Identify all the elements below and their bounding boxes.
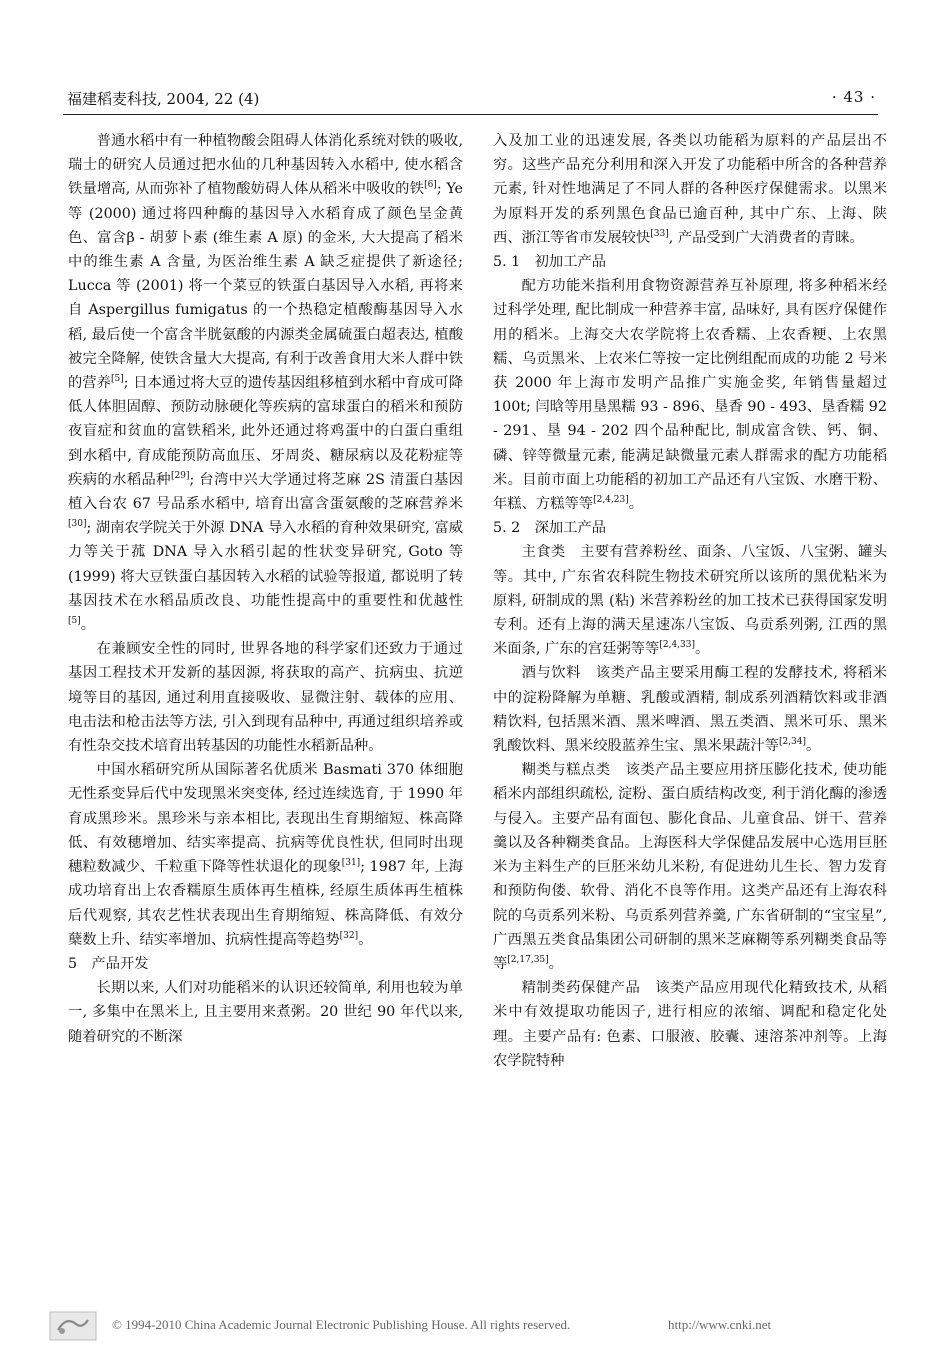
page-number: · 43 · [831,88,876,106]
paragraph: 糊类与糕点类 该类产品主要应用挤压膨化技术, 使功能稻米内部组织疏松, 淀粉、蛋白质结构改变, 利于消化酶的渗透与侵入。主要产品有面包、膨化食品、儿童食品、饼干、营养羹以及各种糊类食品。上海医科大学保健品发展中心选用巨胚米为主料生产的巨胚米幼儿米粉, 有促进幼儿生长、智力发育和预防佝偻、软骨、消化不良等作用。这类产品还有上海农科院的乌贡系列米粉、乌贡系列营养羹, 广东省研制的“宝宝星”, 广西黑五类食品集团公司研制的黑米芝麻糊等系列糊类食品等等[2,17,35]。 [493,762,887,972]
copyright-notice: © 1994-2010 China Academic Journal Electronic Publishing House. All rights reserved. [112,1317,571,1332]
citation: [2,17,35] [507,955,549,966]
running-header [63,88,878,115]
paragraph: 中国水稻研究所从国际著名优质米 Basmati 370 体细胞无性系变异后代中发现黑米突变体, 经过连续选育, 于 1990 年育成黑珍米。黑珍米与亲本相比, 表现出生育期缩短、株高降低、有效穗增加、结实率提高、抗病等优良性状, 但同时出现穗粒数减少、千粒重下降等性状退化的现象[31]; 1987 年, 上海成功培育出上农香糯原生质体再生植株, 经原生质体再生植株后代观察, 其农艺性状表现出生育期缩短、株高降低、有效分蘖数上升、结实率增加、抗病性提高等趋势[32]。 [68,762,463,948]
citation: [2,34] [778,737,806,748]
paragraph: 主食类 主要有营养粉丝、面条、八宝饭、八宝粥、罐头等。其中, 广东省农科院生物技术研究所以该所的黑优粘米为原料, 研制成的黑 (粘) 米营养粉丝的加工技术已获得国家发明专利。还有上海的满天星速冻八宝饭、乌贡系列粥, 江西的黑米面条, 广东的宫廷粥等等[2,4,33]。 [493,544,887,658]
left-column [68,129,463,1049]
journal-citation: 福建稻麦科技, 2004, 22 (4) [67,90,260,108]
paragraph: 入及加工业的迅速发展, 各类以功能稻为原料的产品层出不穷。这些产品充分利用和深入开发了功能稻中所含的各种营养元素, 针对性地满足了不同人群的各种医疗保健需求。以黑米为原料开发的系列黑色食品已逾百种, 其中广东、上海、陕西、浙江等省市发展较快[33], 产品受到广大消费者的青睐。 [493,133,887,246]
subsection-heading: 5. 2 深加工产品 [493,520,607,537]
paragraph: 普通水稻中有一种植物酸会阻碍人体消化系统对铁的吸收, 瑞士的研究人员通过把水仙的几种基因转入水稻中, 使水稻含铁量增高, 从而弥补了植物酸妨碍人体从稻米中吸收的铁[6]; Ye 等 (2000) 通过将四种酶的基因导入水稻育成了颜色呈金黄色、富含β - 胡萝卜素 (维生素 A 原) 的金米, 大大提高了稻米中的维生素 A 含量, 为医治维生素 A 缺乏症提供了新途径; Lucca 等 (2001) 将一个菜豆的铁蛋白基因导入水稻, 再将来自 Aspergillus fumigatus 的一个热稳定植酸酶基因导入水稻, 最后使一个富含半胱氨酸的内源类金属硫蛋白超表达, 植酸被完全降解, 使铁含量大大提高, 有利于改善食用大米人群中铁的营养[5]; 日本通过将大豆的遗传基因组移植到水稻中育成可降低人体胆固醇、预防动脉硬化等疾病的富球蛋白的稻米和预防夜盲症和贫血的富铁稻米, 此外还通过将鸡蛋中的白蛋白重组到水稻中, 育成能预防高血压、牙周炎、糖尿病以及花粉症等疾病的水稻品种[29]; 台湾中兴大学通过将芝麻 2S 清蛋白基因植入台农 67 号品系水稻中, 培育出富含蛋氨酸的芝麻营养米[30]; 湖南农学院关于外源 DNA 导入水稻的育种效果研究, 富威力等关于菰 DNA 导入水稻引起的性状变异研究, Goto 等 (1999) 将大豆铁蛋白基因转入水稻的试验等报道, 都说明了转基因技术在水稻品质改良、功能性提高中的重要性和优越性[5]。 [68,133,464,634]
paragraph: 在兼顾安全性的同时, 世界各地的科学家们还致力于通过基因工程技术开发新的基因源, 将获取的高产、抗病虫、抗逆境等目的基因, 通过利用直接吸收、显微注射、载体的应用、电击法和枪击法等方法, 引入到现有品种中, 再通过组织培养或有性杂交技术培育出转基因的功能性水稻新品种。 [68,641,463,755]
paragraph: 酒与饮料 该类产品主要采用酶工程的发酵技术, 将稻米中的淀粉降解为单糖、乳酸或酒精, 制成系列酒精饮料或非酒精饮料, 包括黑米酒、黑米啤酒、黑五类酒、黑米可乐、黑米乳酸饮料、黑米绞股蓝养生宝、黑米果蔬汁等[2,34]。 [493,665,887,755]
citation: [2,4,33] [659,640,696,651]
website-link[interactable]: http://www.cnki.net [668,1317,772,1332]
subsection-heading: 5. 1 初加工产品 [493,254,607,271]
publisher-logo-icon [48,1310,98,1342]
citation: [31] [341,858,361,869]
citation: [2,4,23] [593,495,629,506]
right-column [493,129,887,1073]
citation: [5] [68,616,81,627]
page-footer [0,1314,950,1344]
citation: [29] [170,471,190,482]
section-heading: 5 产品开发 [68,955,149,972]
citation: [6] [424,180,437,191]
paragraph: 配方功能米指利用食物资源营养互补原理, 将多种稻米经过科学处理, 配比制成一种营养丰富, 品味好, 具有医疗保健作用的稻米。上海交大农学院将上农香糯、上农香粳、上农黑糯、乌贡黑米、上农米仁等按一定比例组配而成的功能 2 号米获 2000 年上海市发明产品推广实施金奖, 年销售量超过 100t; 闫晗等用垦黑糯 93 - 896、垦香 90 - 493、垦香糯 92 - 291、垦 94 - 202 四个品种配比, 制成富含铁、钙、铜、磷、锌等微量元素, 能满足缺微量元素人群需求的配方功能稻米。目前市面上功能稻的初加工产品还有八宝饭、水磨干粉、年糕、方糕等等[2,4,23]。 [493,278,887,513]
paragraph: 精制类药保健产品 该类产品应用现代化精致技术, 从稻米中有效提取功能因子, 进行相应的浓缩、调配和稳定化处理。主要产品有: 色素、口服液、胶囊、速溶茶冲剂等。上海农学院特种 [493,980,887,1069]
citation: [32] [339,930,359,941]
citation: [5] [111,374,124,385]
citation: [30] [68,519,87,530]
paragraph: 长期以来, 人们对功能稻米的认识还较简单, 利用也较为单一, 多集中在黑米上, 且主要用来煮粥。20 世纪 90 年代以来, 随着研究的不断深 [68,980,463,1045]
citation: [33] [650,229,669,240]
